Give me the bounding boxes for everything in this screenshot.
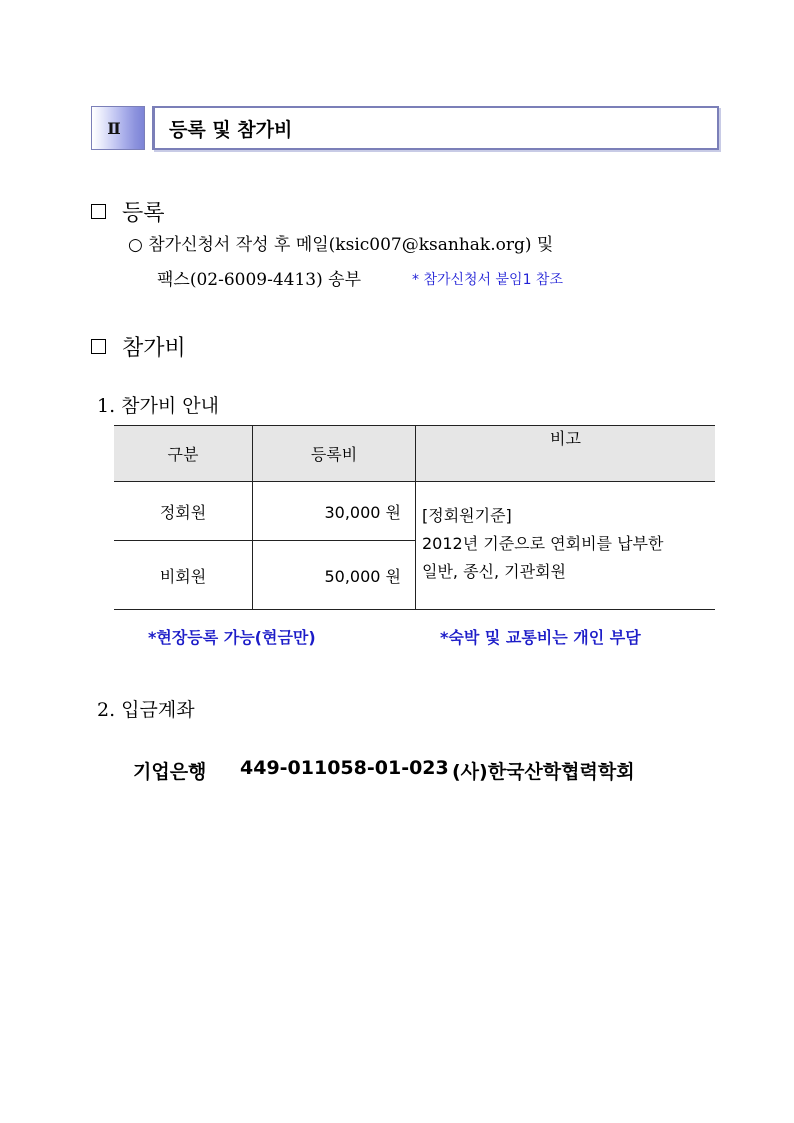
row-amount: 30,000 원 <box>253 482 416 541</box>
fee-table <box>114 425 715 610</box>
table-header-row <box>114 426 715 482</box>
bank-name: 기업은행 <box>133 761 207 783</box>
checkbox-square-icon <box>91 339 106 354</box>
registration-heading-text: 등록 <box>122 201 165 226</box>
note-line-2: 2012년 기준으로 연회비를 납부한 <box>422 534 664 553</box>
registration-heading <box>91 196 165 227</box>
deposit-heading: 2. 입금계좌 <box>97 699 195 721</box>
note-line-3: 일반, 종신, 기관회원 <box>422 562 566 581</box>
fee-heading <box>91 331 186 362</box>
table-row <box>114 482 715 541</box>
section-title: 등록 및 참가비 <box>152 106 719 150</box>
registration-line-1: ○ 참가신청서 작성 후 메일(ksic007@ksanhak.org) 및 <box>128 235 554 255</box>
section-number: Ⅱ <box>107 118 121 138</box>
registration-line-2: 팩스(02-6009-4413) 송부 <box>157 270 362 290</box>
account-number: 449-011058-01-023 <box>240 757 449 779</box>
column-header-amount: 등록비 <box>253 426 416 482</box>
section-number-box <box>91 106 145 150</box>
checkbox-square-icon <box>91 204 106 219</box>
notice-onsite-registration: *현장등록 가능(현금만) <box>148 628 316 647</box>
row-type: 정회원 <box>114 482 253 541</box>
note-cell <box>416 482 716 610</box>
fee-heading-text: 참가비 <box>122 336 186 361</box>
row-amount: 50,000 원 <box>253 541 416 610</box>
column-header-type: 구분 <box>114 426 253 482</box>
fee-guide-heading: 1. 참가비 안내 <box>97 395 219 417</box>
registration-reference: * 참가신청서 붙임1 참조 <box>412 272 563 288</box>
note-line-1: [정회원기준] <box>422 506 512 525</box>
row-type: 비회원 <box>114 541 253 610</box>
notice-lodging-transport: *숙박 및 교통비는 개인 부담 <box>440 628 641 647</box>
account-holder: (사)한국산학협력학회 <box>452 761 635 783</box>
column-header-note: 비고 <box>416 426 716 482</box>
